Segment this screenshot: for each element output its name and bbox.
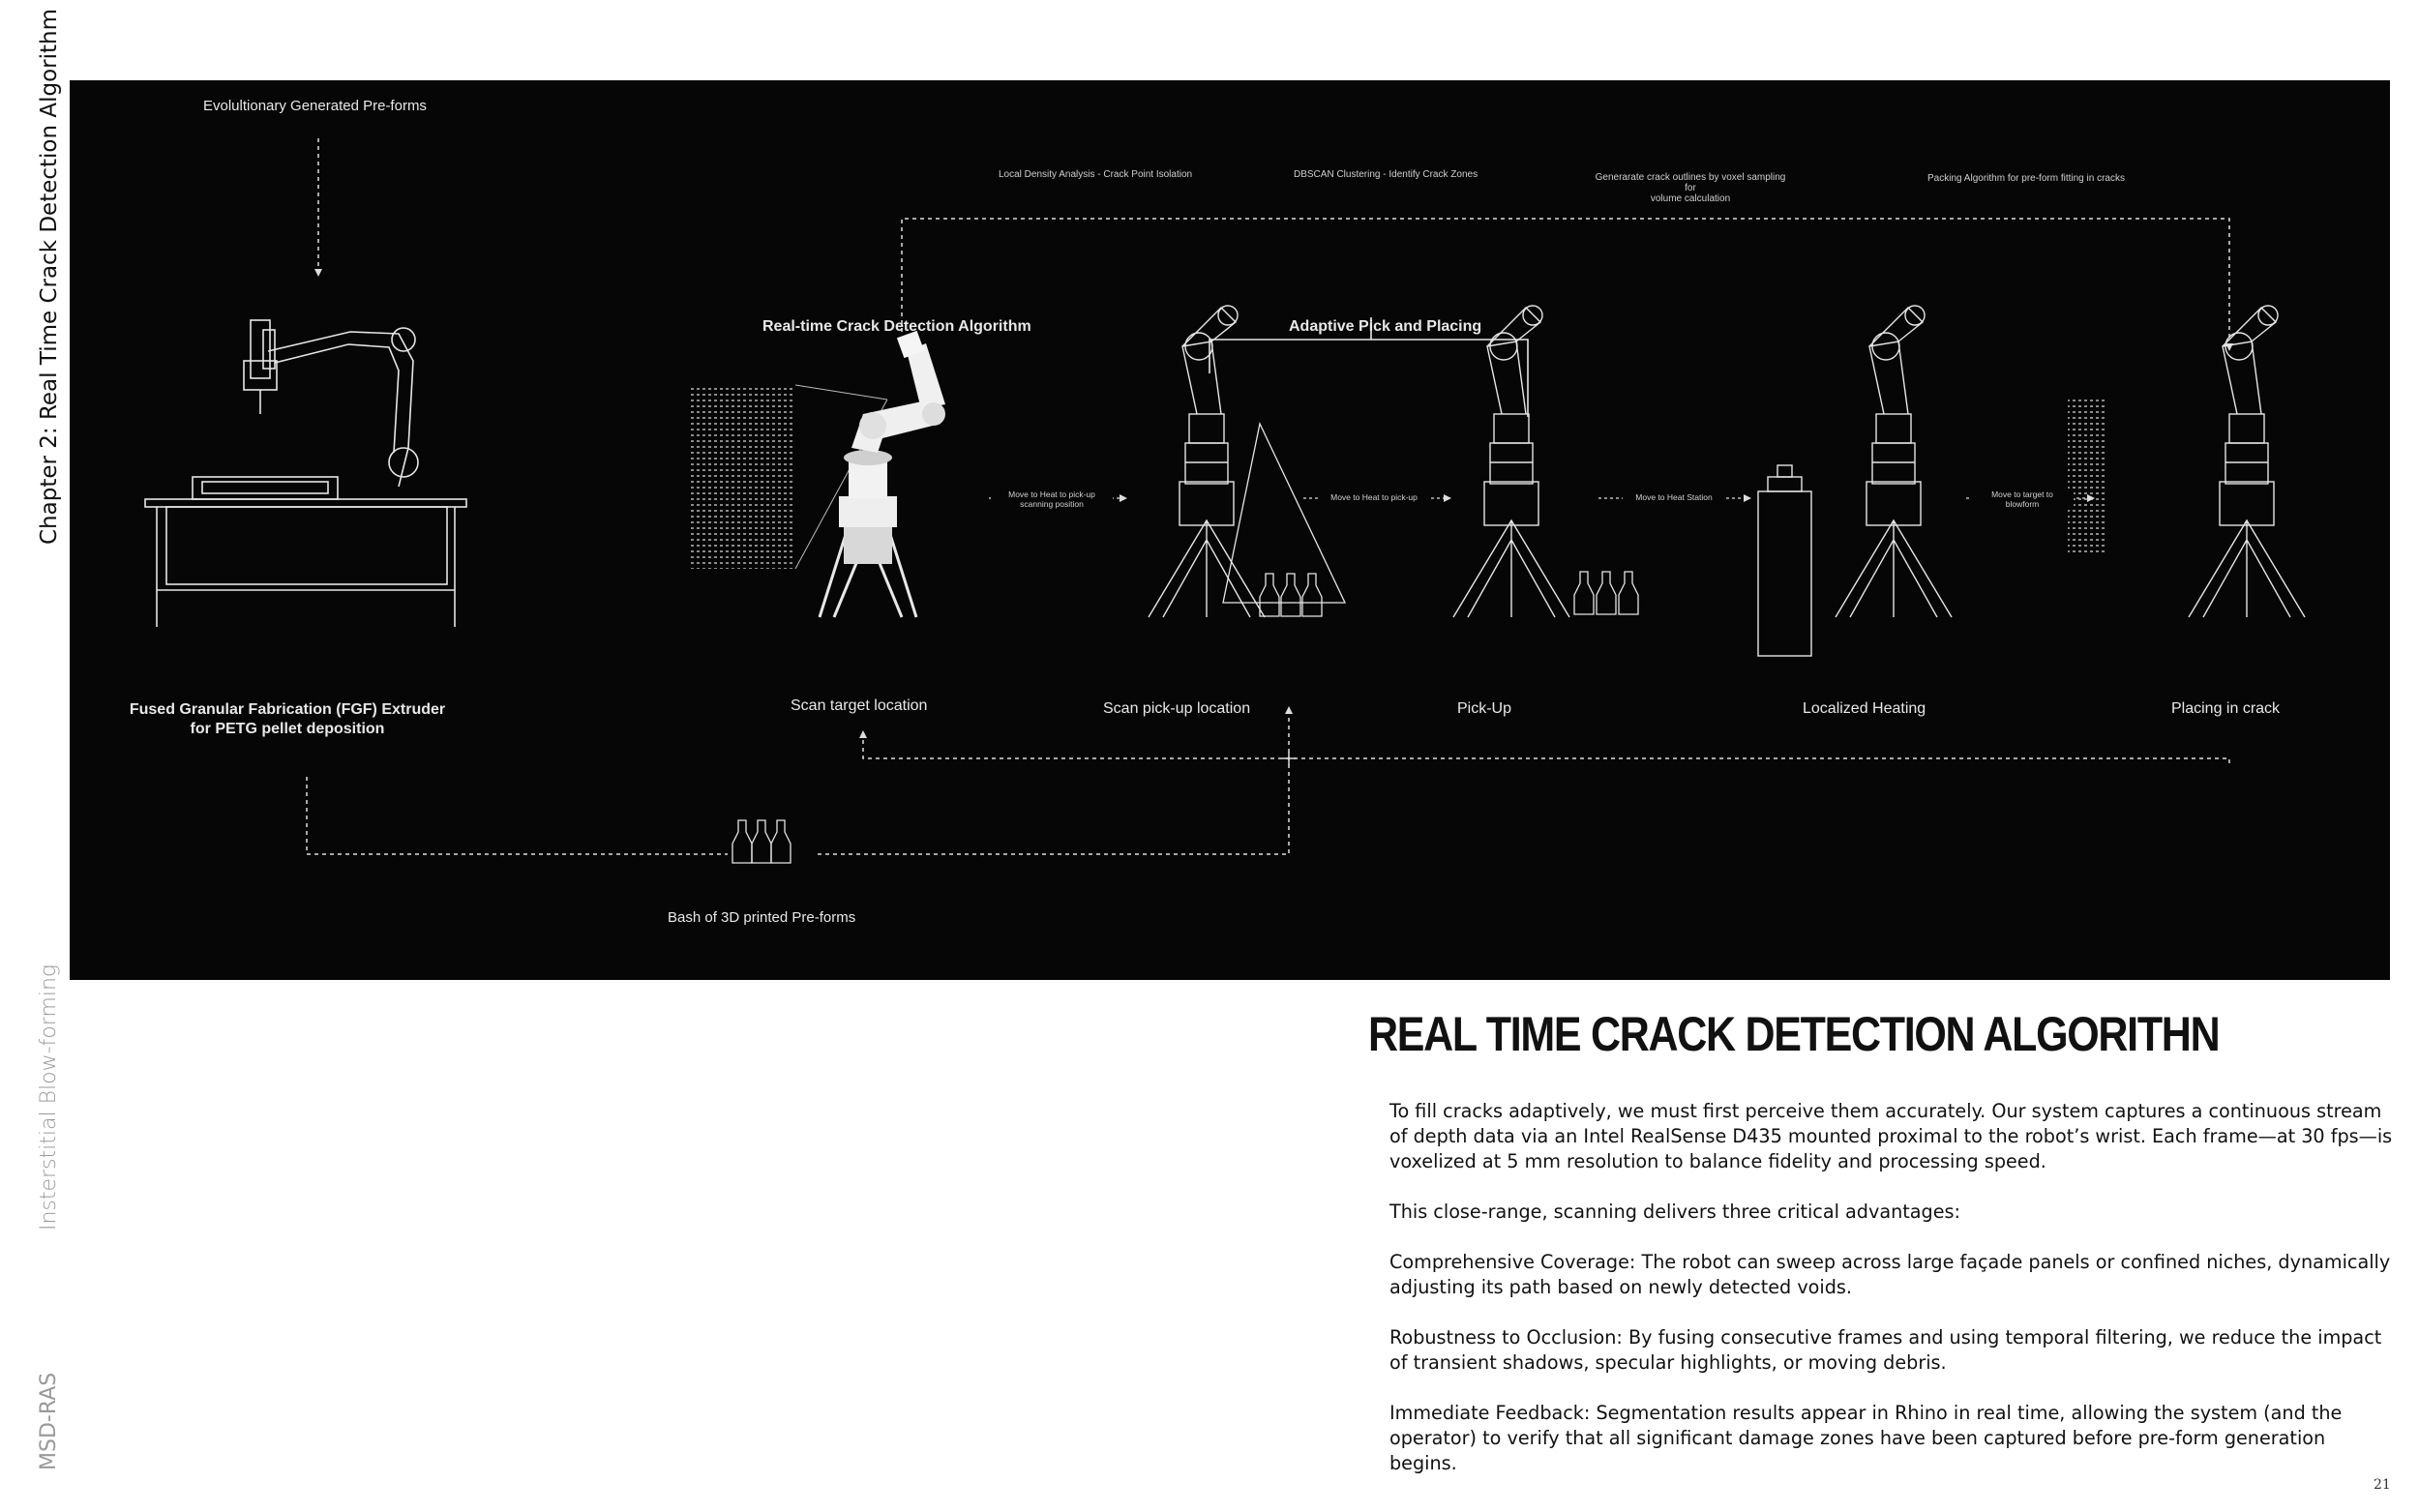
extruder-label: Fused Granular Fabrication (FGF) Extruder for PETG pellet deposition (129, 701, 446, 737)
bottle-icon (1574, 572, 1594, 614)
step-outlines-label: Generarate crack outlines by voxel sampling for volume calculation (1595, 172, 1786, 204)
step-density-label: Local Density Analysis - Crack Point Isolation (999, 169, 1193, 180)
extruder-machine (145, 320, 466, 627)
workflow-diagram (70, 80, 2390, 980)
preforms-source-label: Evolultionary Generated Pre-forms (203, 98, 427, 114)
return-arrow-head (859, 730, 867, 738)
bottle-icon (1281, 574, 1300, 616)
heating-robot (1836, 306, 1952, 617)
bottle-icon (1302, 574, 1322, 616)
body-text (1389, 1099, 2396, 1501)
realtime-group-label: Real-time Crack Detection Algorithm (762, 318, 1031, 335)
preforms-arrow-head (314, 269, 322, 277)
diagram-graphics (70, 80, 2390, 980)
bottle-icon (1260, 574, 1279, 616)
paragraph: Robustness to Occlusion: By fusing consecutive frames and using temporal filtering, we reduce the impact of transient shadows, specular highlights, or moving debris. (1389, 1326, 2382, 1374)
station-scan-target-label: Scan target location (791, 697, 928, 714)
move-label-blowform: Move to target to blowform (1971, 489, 2074, 509)
paragraph: Immediate Feedback: Segmentation results appear in Rhino in real time, allowing the system (and the operator) to verify that all significant damage zones have been captured before pre-form generation begins. (1389, 1402, 2343, 1474)
crack-wall (2068, 400, 2106, 554)
paragraph: Comprehensive Coverage: The robot can sweep across large façade panels or confined niches, dynamically adjusting its path based on newly detected voids. (1389, 1251, 2391, 1298)
top-feedback-line (902, 219, 2229, 341)
adaptive-group-label: Adaptive Pick and Placing (1289, 318, 1482, 335)
placing-robot (2189, 306, 2305, 617)
step-dbscan-label: DBSCAN Clustering - Identify Crack Zones (1294, 169, 1478, 180)
move-label-pickup: Move to Heat to pick-up (1318, 492, 1430, 502)
heat-station (1758, 465, 1811, 656)
paragraph: To fill cracks adaptively, we must first perceive them accurately. Our system captures a continuous stream of depth data via an Intel RealSense D435 mounted proximal to the robot’s wrist. Each frame—at 30 fps—is voxelized at 5 mm resolution to balance fidelity and processing speed. (1389, 1100, 2393, 1172)
pickup-robot (1453, 306, 1569, 617)
bottle-icon (1597, 572, 1616, 614)
page-number: 21 (2374, 1477, 2391, 1493)
step-packing-label: Packing Algorithm for pre-form fitting in cracks (1927, 173, 2125, 184)
station-heating-label: Localized Heating (1803, 700, 1926, 717)
paragraph: This close-range, scanning delivers three critical advantages: (1389, 1201, 1960, 1223)
batch-label: Bash of 3D printed Pre-forms (668, 909, 856, 926)
move-label-scan: Move to Heat to pick-up scanning position (991, 489, 1113, 509)
bottle-icon (1619, 572, 1638, 614)
scan-pickup-robot (1149, 306, 1265, 617)
return-line (863, 738, 2229, 763)
batch-arrow-head (1285, 706, 1293, 714)
scan-cone (1223, 424, 1345, 603)
station-placing-label: Placing in crack (2171, 700, 2281, 717)
station-scan-pickup-label: Scan pick-up location (1103, 700, 1251, 717)
station-pickup-label: Pick-Up (1457, 700, 1512, 717)
move-label-heat: Move to Heat Station (1623, 492, 1725, 502)
scan-target-robot (689, 331, 945, 617)
page-title: REAL TIME CRACK DETECTION ALGORITHN (1368, 1007, 2220, 1061)
